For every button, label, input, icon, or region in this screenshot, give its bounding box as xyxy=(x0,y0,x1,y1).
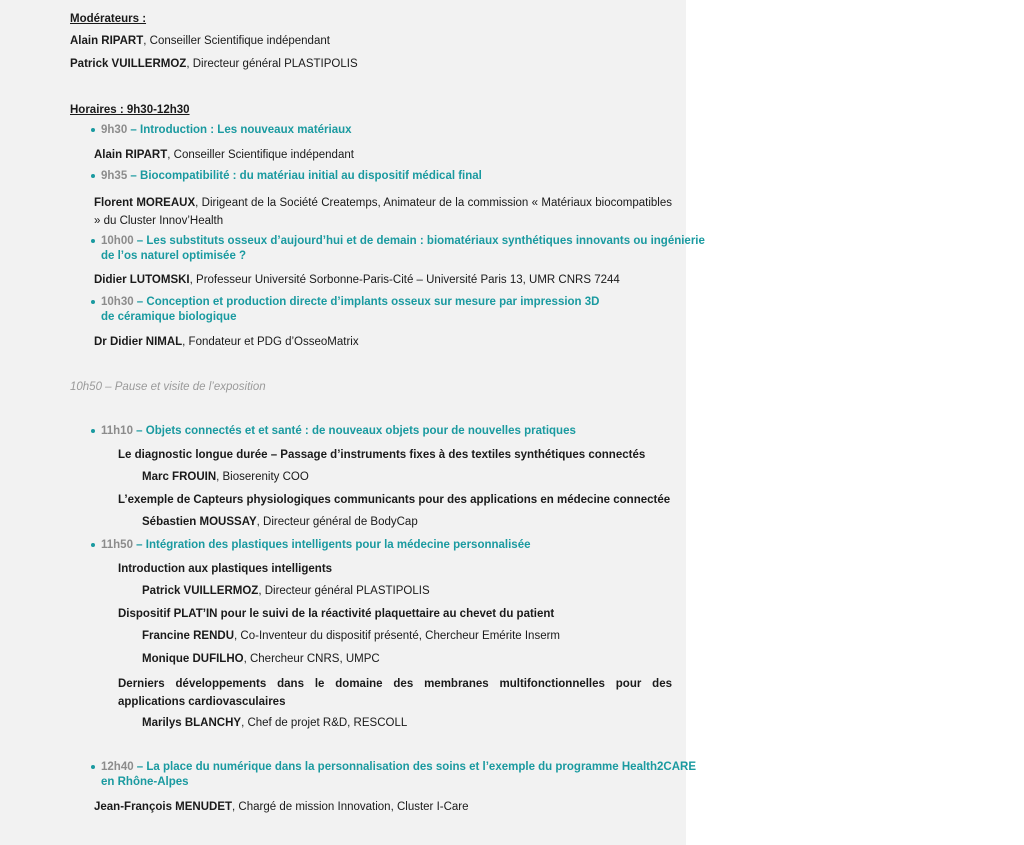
person-name: Patrick VUILLERMOZ xyxy=(142,585,259,597)
person-role: , Professeur Université Sorbonne-Paris-Cité – Université Paris 13, UMR CNRS 7244 xyxy=(189,274,620,286)
person-name: Alain RIPART xyxy=(70,35,144,47)
session-title: Objets connectés et et santé : de nouveaux objets pour de nouvelles pratiques xyxy=(145,425,576,437)
separator: – xyxy=(127,170,141,182)
schedule-heading: Horaires : 9h30-12h30 xyxy=(70,104,190,116)
bullet-icon xyxy=(91,174,95,178)
session-time: 10h00 xyxy=(101,235,134,247)
person-role: , Directeur général PLASTIPOLIS xyxy=(186,58,358,70)
speaker xyxy=(94,273,620,287)
person-name: Didier LUTOMSKI xyxy=(94,274,190,286)
person-name: Patrick VUILLERMOZ xyxy=(70,58,187,70)
session-time: 11h50 xyxy=(101,539,133,551)
separator: – xyxy=(132,425,146,437)
person-name: Dr Didier NIMAL xyxy=(94,336,183,348)
session-time: 11h10 xyxy=(101,425,133,437)
speaker xyxy=(94,800,469,814)
session-title-continued: de l’os naturel optimisée ? xyxy=(101,250,247,262)
session-title: Conception et production directe d’implants osseux sur mesure par impression 3D xyxy=(146,296,600,308)
separator: – xyxy=(127,124,141,136)
pause-note: 10h50 – Pause et visite de l’exposition xyxy=(70,381,266,393)
speaker xyxy=(142,652,380,666)
moderator-item xyxy=(70,57,358,71)
person-role: , Fondateur et PDG d’OsseoMatrix xyxy=(182,336,359,348)
session-header xyxy=(101,169,482,183)
person-role: , Directeur général de BodyCap xyxy=(256,516,418,528)
session-title: Biocompatibilité : du matériau initial au dispositif médical final xyxy=(140,170,482,182)
bullet-icon xyxy=(91,429,95,433)
person-name: Francine RENDU xyxy=(142,630,235,642)
separator: – xyxy=(133,235,147,247)
speaker xyxy=(142,629,560,643)
session-header xyxy=(101,123,352,137)
bullet-icon xyxy=(91,239,95,243)
person-role: , Conseiller Scientifique indépendant xyxy=(143,35,330,47)
talk-title: Introduction aux plastiques intelligents xyxy=(118,563,333,575)
moderators-heading: Modérateurs : xyxy=(70,13,147,25)
person-name: Alain RIPART xyxy=(94,149,168,161)
person-name: Monique DUFILHO xyxy=(142,653,244,665)
session-title-continued: de céramique biologique xyxy=(101,311,237,323)
person-name: Marilys BLANCHY xyxy=(142,717,242,729)
person-role: , Conseiller Scientifique indépendant xyxy=(167,149,354,161)
person-name: Marc FROUIN xyxy=(142,471,217,483)
person-role: , Dirigeant de la Société Createmps, Animateur de la commission « Matériaux biocompatibles » du Cluster Innov’Health xyxy=(94,197,672,227)
separator: – xyxy=(132,539,146,551)
speaker xyxy=(142,584,430,598)
session-header xyxy=(101,538,531,552)
bullet-icon xyxy=(91,543,95,547)
talk-title: L’exemple de Capteurs physiologiques communicants pour des applications en médecine connectée xyxy=(118,494,671,506)
speaker xyxy=(94,194,672,230)
session-time: 12h40 xyxy=(101,761,134,773)
session-title: La place du numérique dans la personnalisation des soins et l’exemple du programme Health2CARE xyxy=(146,761,696,773)
person-role: , Co-Inventeur du dispositif présenté, Chercheur Emérite Inserm xyxy=(234,630,561,642)
person-role: , Chef de projet R&D, RESCOLL xyxy=(241,717,408,729)
person-role: , Directeur général PLASTIPOLIS xyxy=(258,585,430,597)
person-name: Sébastien MOUSSAY xyxy=(142,516,257,528)
person-name: Jean-François MENUDET xyxy=(94,801,233,813)
session-header xyxy=(101,295,599,309)
session-header xyxy=(101,424,576,438)
talk-title: Le diagnostic longue durée – Passage d’instruments fixes à des textiles synthétiques connectés xyxy=(118,449,646,461)
bullet-icon xyxy=(91,765,95,769)
session-header xyxy=(101,760,696,774)
talk-title: Derniers développements dans le domaine des membranes multifonctionnelles pour des applications cardiovasculaires xyxy=(118,678,672,708)
separator: – xyxy=(133,296,147,308)
speaker xyxy=(94,148,354,162)
bullet-icon xyxy=(91,300,95,304)
session-title: Les substituts osseux d’aujourd’hui et de demain : biomatériaux synthétiques innovants ou ingénierie xyxy=(146,235,705,247)
moderator-item xyxy=(70,34,330,48)
session-title-continued: en Rhône-Alpes xyxy=(101,776,189,788)
session-time: 10h30 xyxy=(101,296,134,308)
speaker xyxy=(142,716,407,730)
session-title: Intégration des plastiques intelligents pour la médecine personnalisée xyxy=(145,539,531,551)
session-title: Introduction : Les nouveaux matériaux xyxy=(140,124,352,136)
speaker xyxy=(142,470,309,484)
person-role: , Chercheur CNRS, UMPC xyxy=(243,653,380,665)
talk-title: Dispositif PLAT’IN pour le suivi de la réactivité plaquettaire au chevet du patient xyxy=(118,608,555,620)
speaker xyxy=(94,335,359,349)
person-role: , Chargé de mission Innovation, Cluster I-Care xyxy=(232,801,469,813)
separator: – xyxy=(133,761,147,773)
person-name: Florent MOREAUX xyxy=(94,197,196,209)
session-header xyxy=(101,234,705,248)
session-time: 9h35 xyxy=(101,170,128,182)
bullet-icon xyxy=(91,128,95,132)
speaker xyxy=(142,515,418,529)
person-role: , Bioserenity COO xyxy=(216,471,309,483)
session-time: 9h30 xyxy=(101,124,128,136)
